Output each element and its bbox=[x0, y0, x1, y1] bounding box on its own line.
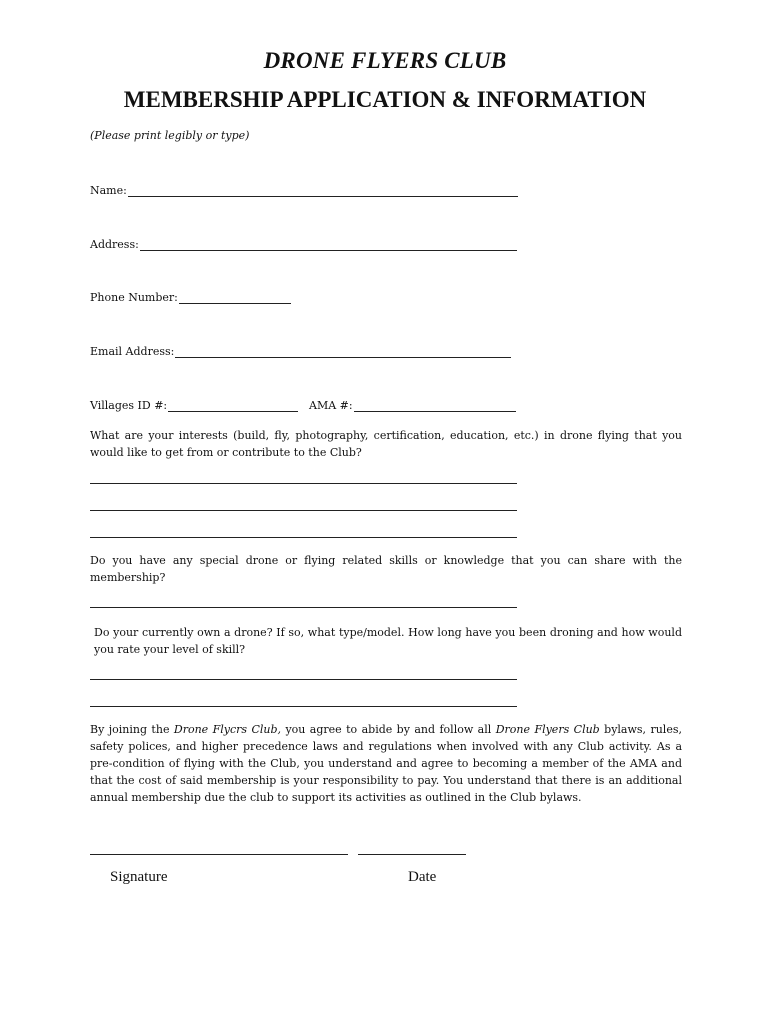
ama-field[interactable] bbox=[309, 399, 516, 412]
email-input-line[interactable] bbox=[175, 347, 511, 358]
interests-answer-line[interactable] bbox=[90, 510, 517, 511]
signature-label: Signature bbox=[110, 869, 168, 885]
villages-id-label: Villages ID #: bbox=[90, 399, 168, 412]
interests-question: What are your interests (build, fly, photography, certification, education, etc.) in drone flying that you would like to get from or contribute to the Club? bbox=[90, 429, 682, 459]
agreement-part-2: you agree to abide by and follow all bbox=[281, 723, 496, 736]
address-field[interactable] bbox=[90, 238, 517, 251]
villages-id-field[interactable] bbox=[90, 399, 298, 412]
name-input-line[interactable] bbox=[128, 186, 518, 197]
club-name-italic: Drone Flyers Club bbox=[495, 723, 600, 736]
own-drone-answer-line[interactable] bbox=[90, 679, 517, 680]
interests-answer-line[interactable] bbox=[90, 537, 517, 538]
ama-label: AMA #: bbox=[309, 399, 353, 412]
name-label: Name: bbox=[90, 184, 127, 197]
date-line[interactable] bbox=[358, 854, 466, 855]
agreement-text bbox=[90, 721, 682, 806]
email-field[interactable] bbox=[90, 345, 511, 358]
own-drone-question: Do your currently own a drone? If so, what type/model. How long have you been droning and how would you rate your level of skill? bbox=[94, 626, 682, 656]
interests-answer-line[interactable] bbox=[90, 483, 517, 484]
date-label: Date bbox=[408, 869, 437, 885]
agreement-part-3: bylaws, rules, safety polices, and higher precedence laws and regulations when involved with any Club activity. As a pre-condition of flying with the Club, you understand and agree to becoming a member of the AMA and that the cost of said membership is your responsibility to pay. You understand that there is an additional annual membership due the club to support its activities as outlined in the Club bylaws. bbox=[90, 723, 682, 804]
club-name-italic: Drone Flycrs Club, bbox=[173, 723, 282, 736]
print-instruction: (Please print legibly or type) bbox=[90, 129, 250, 142]
address-input-line[interactable] bbox=[140, 240, 517, 251]
skills-question: Do you have any special drone or flying related skills or knowledge that you can share with the membership? bbox=[90, 554, 682, 584]
skills-answer-line[interactable] bbox=[90, 607, 517, 608]
phone-label: Phone Number: bbox=[90, 291, 178, 304]
signature-line[interactable] bbox=[90, 854, 348, 855]
phone-field[interactable] bbox=[90, 291, 291, 304]
form-title: MEMBERSHIP APPLICATION & INFORMATION bbox=[123, 87, 647, 112]
ama-input-line[interactable] bbox=[354, 401, 516, 412]
address-label: Address: bbox=[90, 238, 139, 251]
own-drone-answer-line[interactable] bbox=[90, 706, 517, 707]
phone-input-line[interactable] bbox=[179, 293, 291, 304]
agreement-part-1: By joining the bbox=[90, 723, 174, 736]
name-field[interactable] bbox=[90, 184, 518, 197]
email-label: Email Address: bbox=[90, 345, 175, 358]
villages-id-input-line[interactable] bbox=[168, 401, 298, 412]
club-title: DRONE FLYERS CLUB bbox=[263, 48, 507, 73]
